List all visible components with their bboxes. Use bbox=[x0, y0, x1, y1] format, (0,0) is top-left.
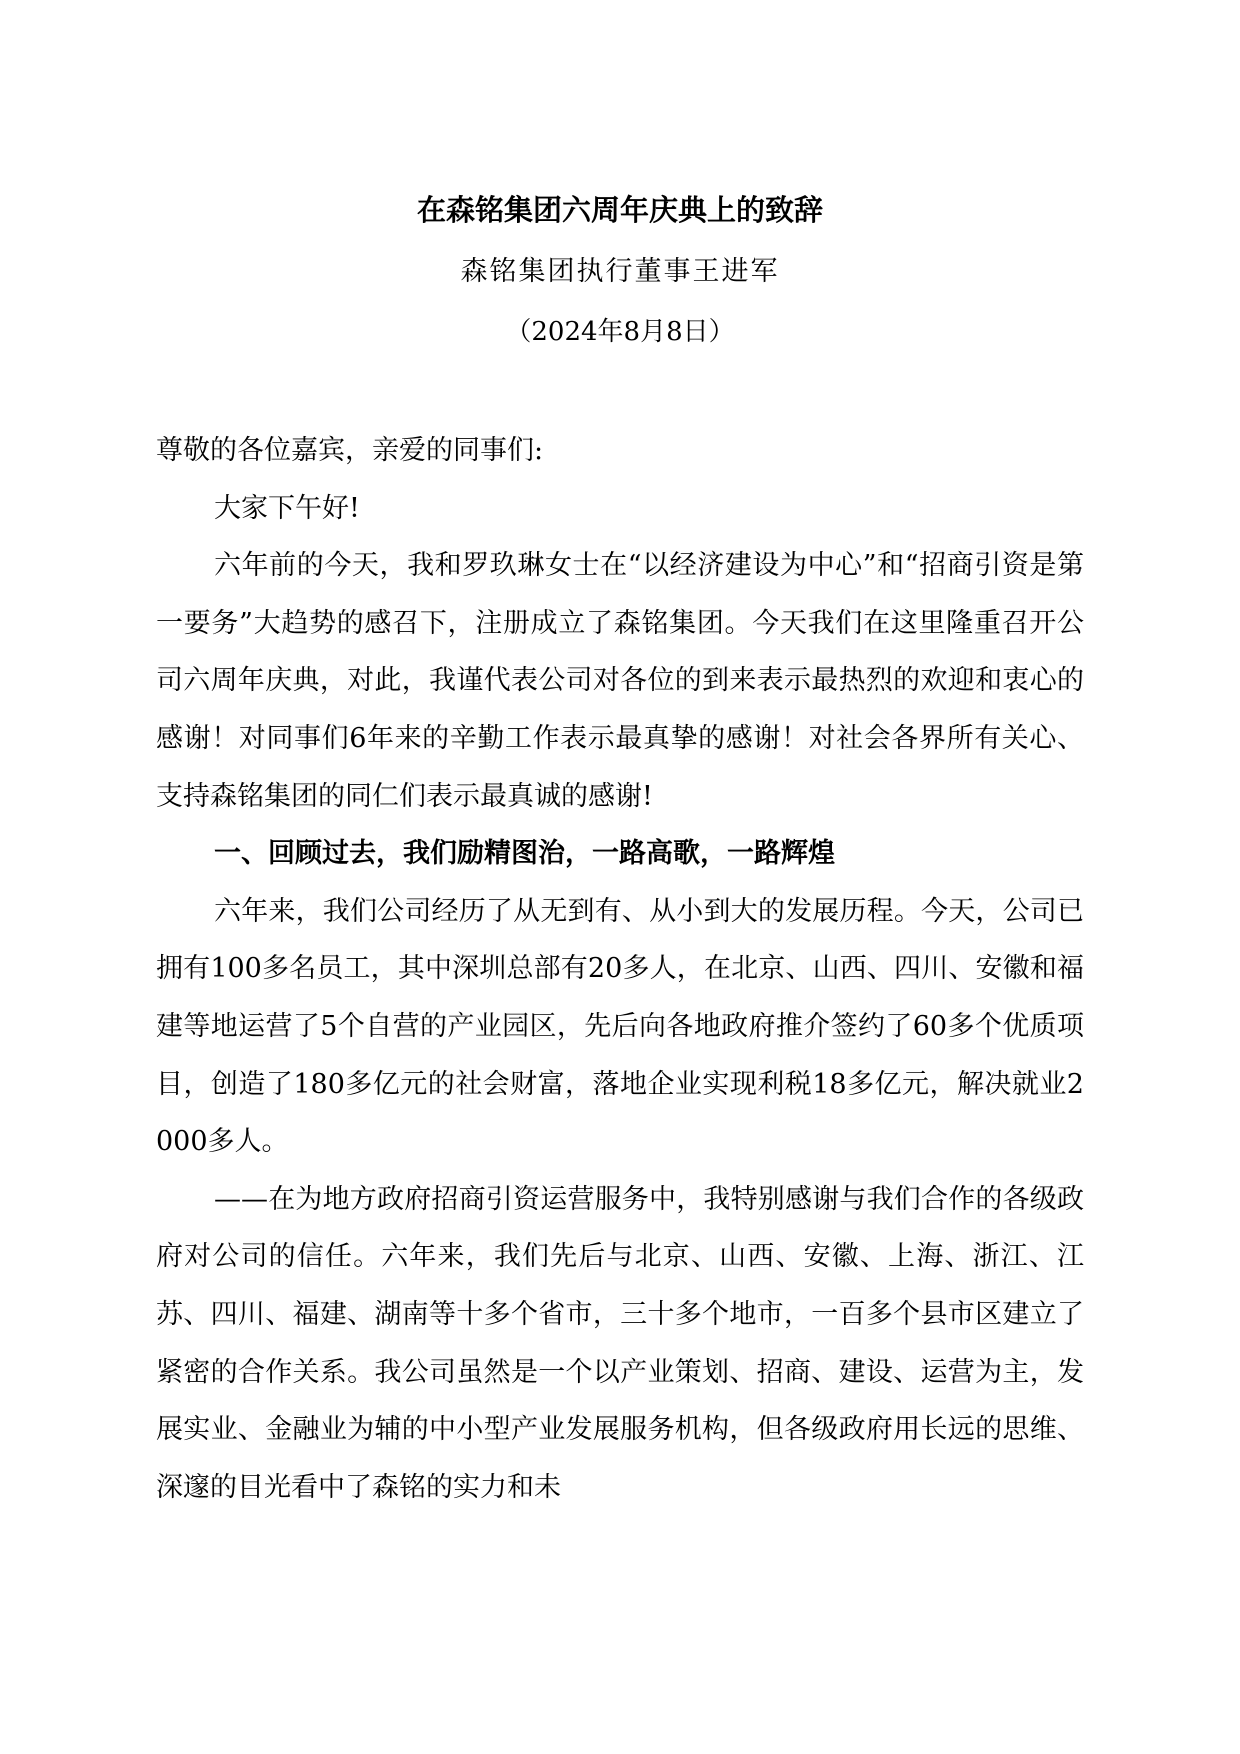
body-paragraph: ——在为地方政府招商引资运营服务中，我特别感谢与我们合作的各级政府对公司的信任。六年来，我们先后与北京、山西、安徽、上海、浙江、江苏、四川、福建、湖南等十多个省市，三十多个地市，一百多个县市区建立了紧密的合作关系。我公司虽然是一个以产业策划、招商、建设、运营为主，发展实业、金融业为辅的中小型产业发展服务机构，但各级政府用长远的思维、深邃的目光看中了森铭的实力和未 bbox=[156, 1183, 1084, 1503]
body-paragraph: 六年前的今天，我和罗玖琳女士在“以经济建设为中心”和“招商引资是第一要务”大趋势的感召下，注册成立了森铭集团。今天我们在这里隆重召开公司六周年庆典，对此，我谨代表公司对各位的到来表示最热烈的欢迎和衷心的感谢！对同事们6年来的辛勤工作表示最真挚的感谢！对社会各界所有关心、支持森铭集团的同仁们表示最真诚的感谢! bbox=[156, 550, 1084, 812]
document-date: （2024年8月8日） bbox=[505, 317, 735, 347]
document-body bbox=[156, 422, 1084, 1516]
salutation: 尊敬的各位嘉宾，亲爱的同事们: bbox=[156, 435, 544, 466]
body-paragraph: 六年来，我们公司经历了从无到有、从小到大的发展历程。今天，公司已拥有100多名员工，其中深圳总部有20多人，在北京、山西、四川、安徽和福建等地运营了5个自营的产业园区，先后向各地政府推介签约了60多个优质项目，创造了180多亿元的社会财富，落地企业实现利税18多亿元，解决就业2000多人。 bbox=[156, 895, 1084, 1158]
section-heading: 一、回顾过去，我们励精图治，一路高歌，一路辉煌 bbox=[214, 838, 835, 870]
document-author: 森铭集团执行董事王进军 bbox=[460, 256, 780, 287]
greeting: 大家下午好! bbox=[214, 492, 360, 524]
document-title: 在森铭集团六周年庆典上的致辞 bbox=[416, 193, 823, 227]
